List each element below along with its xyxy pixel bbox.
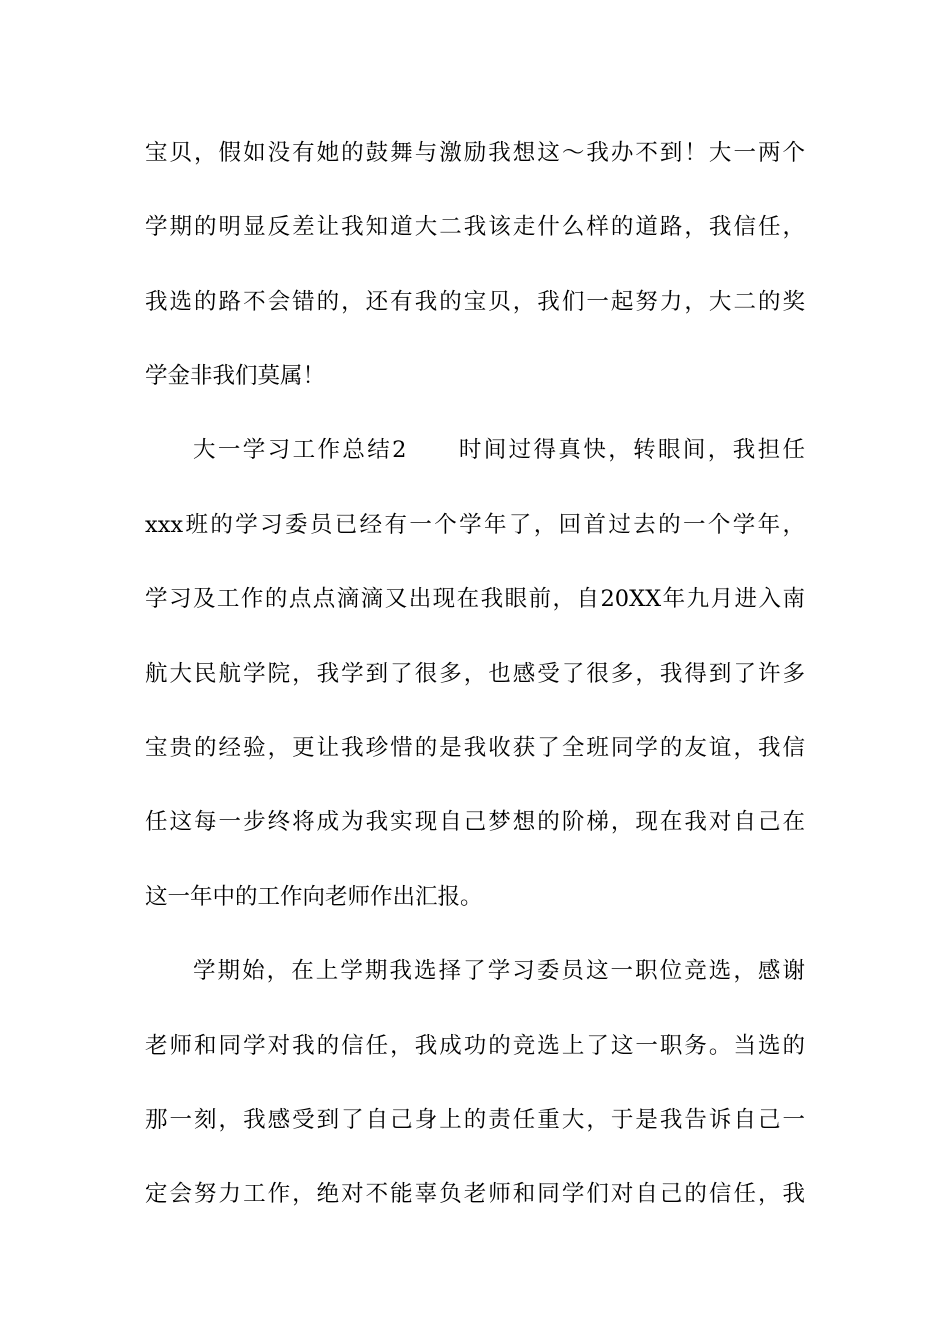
paragraph-line: 我选的路不会错的，还有我的宝贝，我们一起努力，大二的奖 (145, 289, 805, 315)
paragraph-line: 学期始，在上学期我选择了学习委员这一职位竞选，感谢 (193, 958, 805, 984)
section-heading-tail: 时间过得真快，转眼间，我担任 (456, 437, 805, 463)
paragraph-line: 这一年中的工作向老师作出汇报。 (145, 884, 483, 910)
paragraph-line: xxx班的学习委员已经有一个学年了，回首过去的一个学年， (145, 512, 805, 538)
paragraph-line: 学期的明显反差让我知道大二我该走什么样的道路，我信任， (145, 214, 805, 240)
section-heading: 大一学习工作总结2 (193, 437, 407, 463)
paragraph-line: 宝贝，假如没有她的鼓舞与激励我想这～我办不到！大一两个 (145, 140, 805, 166)
paragraph-line: 任这每一步终将成为我实现自己梦想的阶梯，现在我对自己在 (145, 809, 805, 835)
paragraph-line: 那一刻，我感受到了自己身上的责任重大，于是我告诉自己一 (145, 1107, 805, 1133)
paragraph-line: 学金非我们莫属！ (145, 363, 326, 389)
paragraph-line: 航大民航学院，我学到了很多，也感受了很多，我得到了许多 (145, 661, 805, 687)
paragraph-line: 宝贵的经验，更让我珍惜的是我收获了全班同学的友谊，我信 (145, 735, 805, 761)
paragraph-line: 学习及工作的点点滴滴又出现在我眼前，自20XX年九月进入南 (145, 586, 805, 612)
paragraph-line: 定会努力工作，绝对不能辜负老师和同学们对自己的信任，我 (145, 1181, 805, 1207)
paragraph-line: 老师和同学对我的信任，我成功的竞选上了这一职务。当选的 (145, 1033, 805, 1059)
section-heading-line (193, 430, 805, 470)
